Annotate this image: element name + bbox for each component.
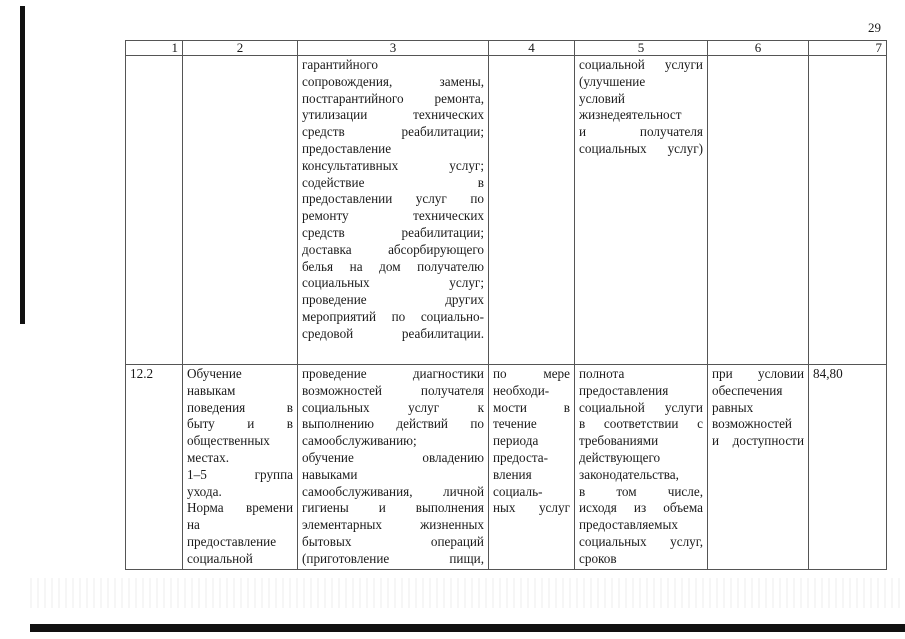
row1-col1 — [126, 56, 183, 365]
row2-number: 12.2 — [126, 365, 183, 570]
table-row-continuation — [126, 56, 887, 365]
cell-line: возможностей — [712, 416, 792, 432]
cell-line: жизнедеятельност — [579, 107, 682, 123]
cell-line: возможностей получателя — [302, 382, 484, 398]
cell-line: социаль- — [493, 483, 543, 499]
cell-line: социальной услуги — [579, 399, 703, 415]
scan-noise — [30, 578, 905, 608]
cell-line: местах. — [187, 449, 230, 465]
row1-col4 — [489, 56, 575, 365]
cell-line: равных — [712, 399, 754, 415]
cell-line: необходи- — [493, 382, 550, 398]
header-col-1: 1 — [126, 41, 183, 56]
cell-line: вления — [493, 466, 532, 482]
cell-line: самообслуживания, личной — [302, 483, 484, 499]
row1-col6 — [708, 56, 809, 365]
cell-line: (улучшение — [579, 73, 646, 89]
header-col-6: 6 — [708, 41, 809, 56]
cell-line: ухода. — [187, 483, 222, 499]
cell-line: гигиены и выполнения — [302, 500, 484, 516]
cell-line: навыками — [302, 466, 358, 482]
cell-line: Обучение — [187, 366, 242, 381]
header-col-7: 7 — [809, 41, 887, 56]
cell-line: средств реабилитации; — [302, 124, 484, 140]
cell-line: белья на дом получателю — [302, 258, 484, 274]
cell-line: в соответствии с — [579, 416, 703, 432]
cell-line: сопровождения, замены, — [302, 73, 484, 89]
cell-line: при условии — [712, 366, 804, 381]
scan-bottom-edge — [30, 624, 905, 632]
cell-line: течение — [493, 416, 537, 432]
cell-line: бытовых операций — [302, 533, 484, 549]
cell-line: предоставляемых — [579, 517, 678, 533]
cell-line: быту и в — [187, 416, 293, 432]
cell-line: социальной услуги — [579, 57, 703, 72]
header-col-4: 4 — [489, 41, 575, 56]
cell-line: социальных услуг, — [579, 533, 703, 549]
cell-line: на — [187, 517, 200, 533]
cell-line: предоста- — [493, 449, 548, 465]
cell-line: и доступности — [712, 433, 804, 449]
cell-line: периода — [493, 433, 539, 449]
cell-line: проведение других — [302, 292, 484, 308]
cell-line: постгарантийного ремонта, — [302, 90, 484, 106]
row1-col2 — [183, 56, 298, 365]
cell-line: исходя из объема — [579, 500, 703, 516]
row1-service-content — [298, 56, 489, 365]
cell-line: средовой реабилитации. — [302, 325, 484, 341]
cell-line: предоставление — [302, 140, 392, 156]
header-col-5: 5 — [575, 41, 708, 56]
page-number: 29 — [868, 20, 881, 35]
cell-line: предоставление — [187, 533, 277, 549]
row2-conditions — [708, 365, 809, 570]
cell-line: доставка абсорбирующего — [302, 241, 484, 257]
cell-line: предоставления — [579, 382, 669, 398]
cell-line: выполнению действий по — [302, 416, 484, 432]
cell-line: обеспечения — [712, 382, 783, 398]
row1-quality-indicators — [575, 56, 708, 365]
row2-service-name — [183, 365, 298, 570]
row2-service-content — [298, 365, 489, 570]
cell-line: навыкам — [187, 382, 236, 398]
cell-line: требованиями — [579, 433, 659, 449]
cell-line: социальных услуг к — [302, 399, 484, 415]
cell-line: общественных — [187, 433, 270, 449]
cell-line: законодательства, — [579, 466, 679, 482]
cell-line: 1–5 группа — [187, 466, 293, 482]
cell-line: ных услуг — [493, 500, 570, 516]
cell-line: утилизации технических — [302, 107, 484, 123]
cell-line: самообслуживанию; — [302, 433, 417, 449]
row2-tariff: 84,80 — [809, 365, 887, 570]
cell-line: предоставлении услуг по — [302, 191, 484, 207]
row2-timing — [489, 365, 575, 570]
cell-line: в том числе, — [579, 483, 703, 499]
header-row — [126, 41, 887, 56]
cell-line: и получателя — [579, 124, 703, 140]
cell-line: действующего — [579, 449, 661, 465]
cell-line: Норма времени — [187, 500, 293, 516]
cell-line: ремонту технических — [302, 208, 484, 224]
cell-line: сроков — [579, 550, 617, 566]
service-table — [125, 40, 887, 570]
cell-line: проведение диагностики — [302, 366, 484, 381]
cell-line: мости в — [493, 399, 570, 415]
header-col-3: 3 — [298, 41, 489, 56]
scan-margin-bar — [20, 6, 25, 324]
row1-col7 — [809, 56, 887, 365]
cell-line: поведения в — [187, 399, 293, 415]
cell-line: гарантийного — [302, 57, 378, 72]
cell-line: обучение овладению — [302, 449, 484, 465]
cell-line: по мере — [493, 366, 570, 381]
cell-line: средств реабилитации; — [302, 224, 484, 240]
cell-line: социальных услуг; — [302, 275, 484, 291]
row2-quality-indicators — [575, 365, 708, 570]
cell-line: мероприятий по социально- — [302, 308, 484, 324]
cell-line: условий — [579, 90, 625, 106]
cell-line: консультативных услуг; — [302, 157, 484, 173]
header-col-2: 2 — [183, 41, 298, 56]
cell-line: социальной — [187, 550, 253, 566]
cell-line: социальных услуг) — [579, 140, 703, 156]
cell-line: полнота — [579, 366, 625, 381]
cell-line: элементарных жизненных — [302, 517, 484, 533]
table-row-12-2 — [126, 365, 887, 570]
cell-line: содействие в — [302, 174, 484, 190]
cell-line: (приготовление пищи, — [302, 550, 484, 566]
